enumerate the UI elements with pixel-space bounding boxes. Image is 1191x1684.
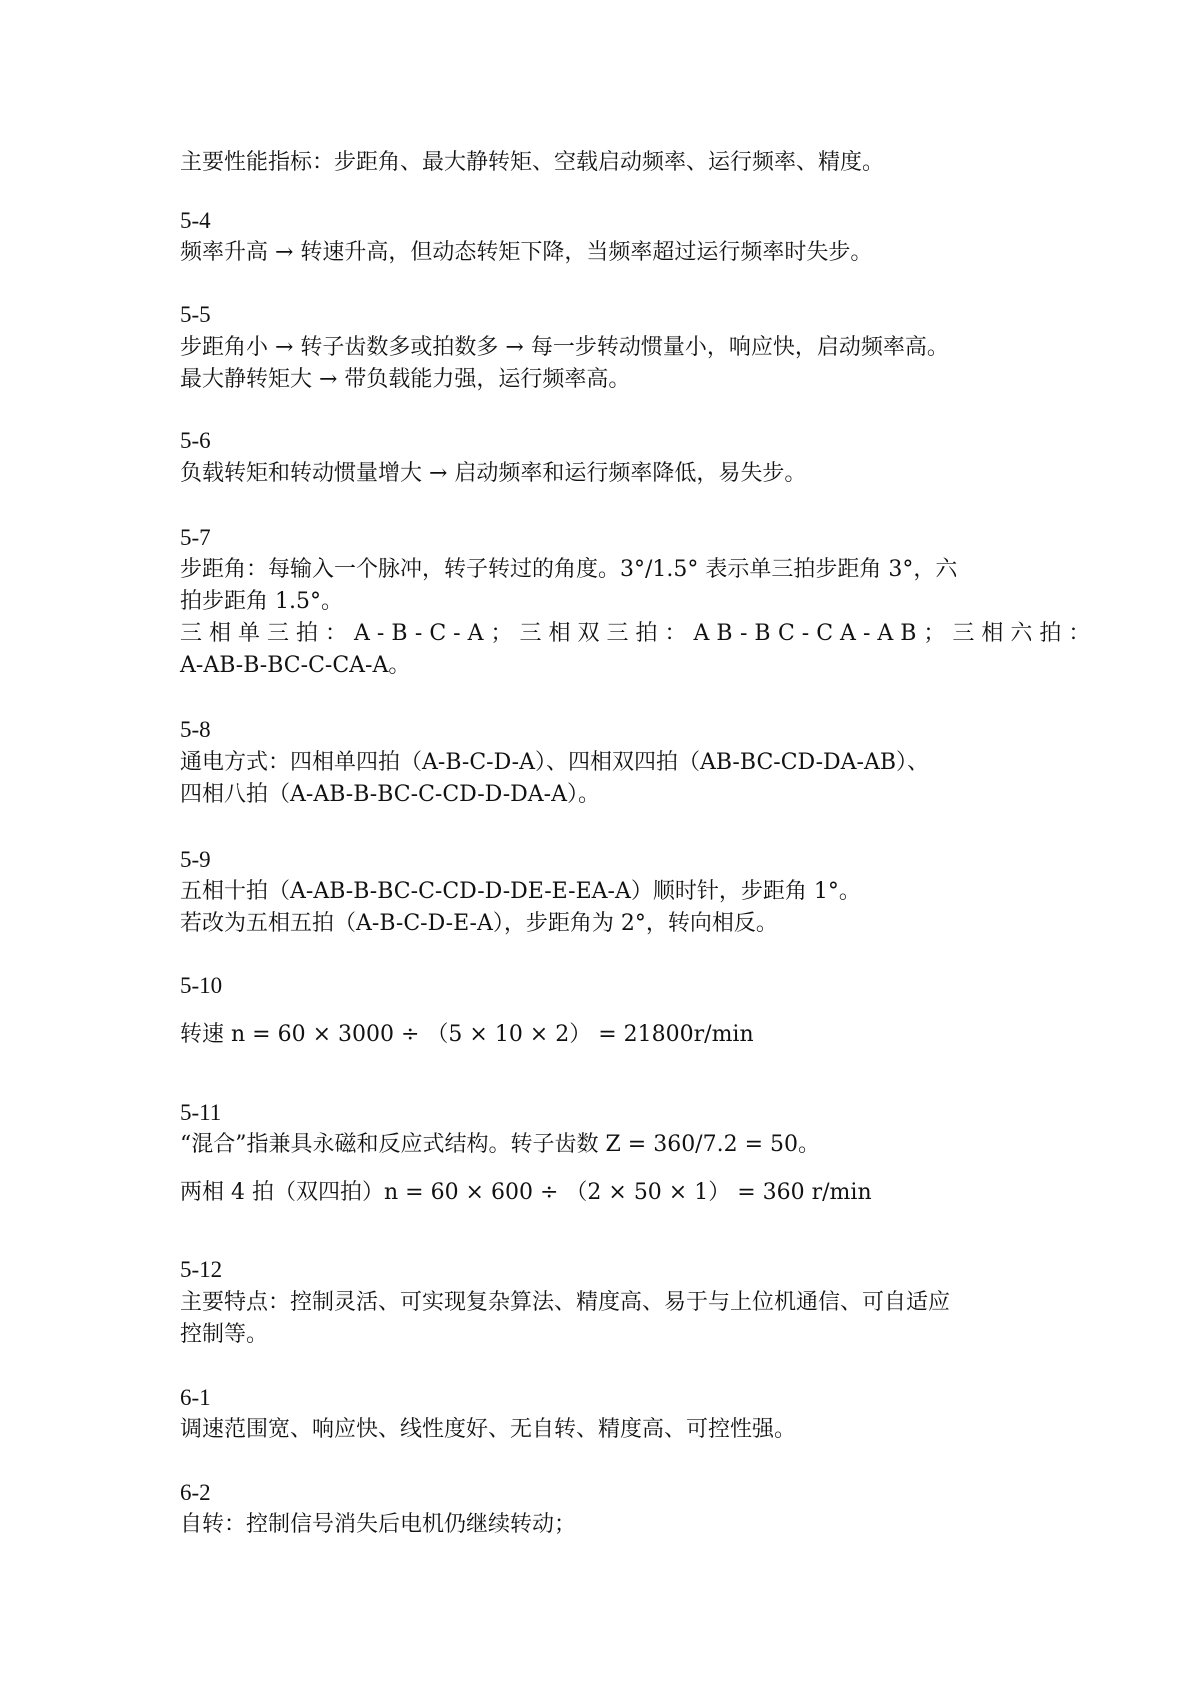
section-5-8-line-1: 通电方式：四相单四拍（A-B-C-D-A）、四相双四拍（AB-BC-CD-DA-AB）、	[180, 750, 930, 775]
section-5-12-line-1: 主要特点：控制灵活、可实现复杂算法、精度高、易于与上位机通信、可自适应	[180, 1290, 951, 1315]
section-heading-5-6: 5-6	[180, 428, 211, 453]
section-5-6-line-1: 负载转矩和转动惯量增大 → 启动频率和运行频率降低，易失步。	[180, 461, 807, 486]
section-5-12-line-2: 控制等。	[180, 1322, 269, 1347]
section-heading-5-11: 5-11	[180, 1100, 222, 1125]
section-5-7-line-1: 步距角：每输入一个脉冲，转子转过的角度。3°/1.5° 表示单三拍步距角 3°，六	[180, 557, 958, 582]
section-5-5-line-1: 步距角小 → 转子齿数多或拍数多 → 每一步转动惯量小，响应快，启动频率高。	[180, 335, 949, 360]
section-5-7-line-2: 拍步距角 1.5°。	[180, 589, 343, 614]
section-heading-5-12: 5-12	[180, 1257, 223, 1282]
section-heading-6-2: 6-2	[180, 1480, 211, 1505]
section-5-4-line-1: 频率升高 → 转速升高，但动态转矩下降，当频率超过运行频率时失步。	[180, 240, 873, 265]
section-heading-5-9: 5-9	[180, 847, 211, 872]
section-5-10-formula: 转速 n = 60 × 3000 ÷ （5 × 10 × 2） = 21800r/min	[180, 1022, 754, 1047]
section-heading-6-1: 6-1	[180, 1385, 211, 1410]
intro-text: 主要性能指标：步距角、最大静转矩、空载启动频率、运行频率、精度。	[180, 150, 885, 175]
section-5-11-line-1: “混合”指兼具永磁和反应式结构。转子齿数 Z = 360/7.2 = 50。	[180, 1132, 820, 1157]
section-5-7-line-3: 三相单三拍：A-B-C-A；三相双三拍：AB-BC-CA-AB；三相六拍：	[180, 621, 1098, 646]
section-heading-5-4: 5-4	[180, 208, 211, 233]
section-6-1-line-1: 调速范围宽、响应快、线性度好、无自转、精度高、可控性强。	[180, 1417, 797, 1442]
section-5-7-line-4: A-AB-B-BC-C-CA-A。	[180, 653, 411, 678]
section-5-9-line-2: 若改为五相五拍（A-B-C-D-E-A），步距角为 2°，转向相反。	[180, 911, 778, 936]
section-5-11-formula: 两相 4 拍（双四拍）n = 60 × 600 ÷ （2 × 50 × 1） = 360 r/min	[180, 1180, 872, 1205]
section-heading-5-10: 5-10	[180, 973, 223, 998]
section-5-5-line-2: 最大静转矩大 → 带负载能力强，运行频率高。	[180, 367, 631, 392]
section-5-9-line-1: 五相十拍（A-AB-B-BC-C-CD-D-DE-E-EA-A）顺时针，步距角 1°。	[180, 879, 861, 904]
section-6-2-line-1: 自转：控制信号消失后电机仍继续转动；	[180, 1512, 577, 1537]
section-heading-5-7: 5-7	[180, 525, 211, 550]
section-heading-5-5: 5-5	[180, 302, 211, 327]
section-5-8-line-2: 四相八拍（A-AB-B-BC-C-CD-D-DA-A）。	[180, 782, 600, 807]
section-heading-5-8: 5-8	[180, 717, 211, 742]
